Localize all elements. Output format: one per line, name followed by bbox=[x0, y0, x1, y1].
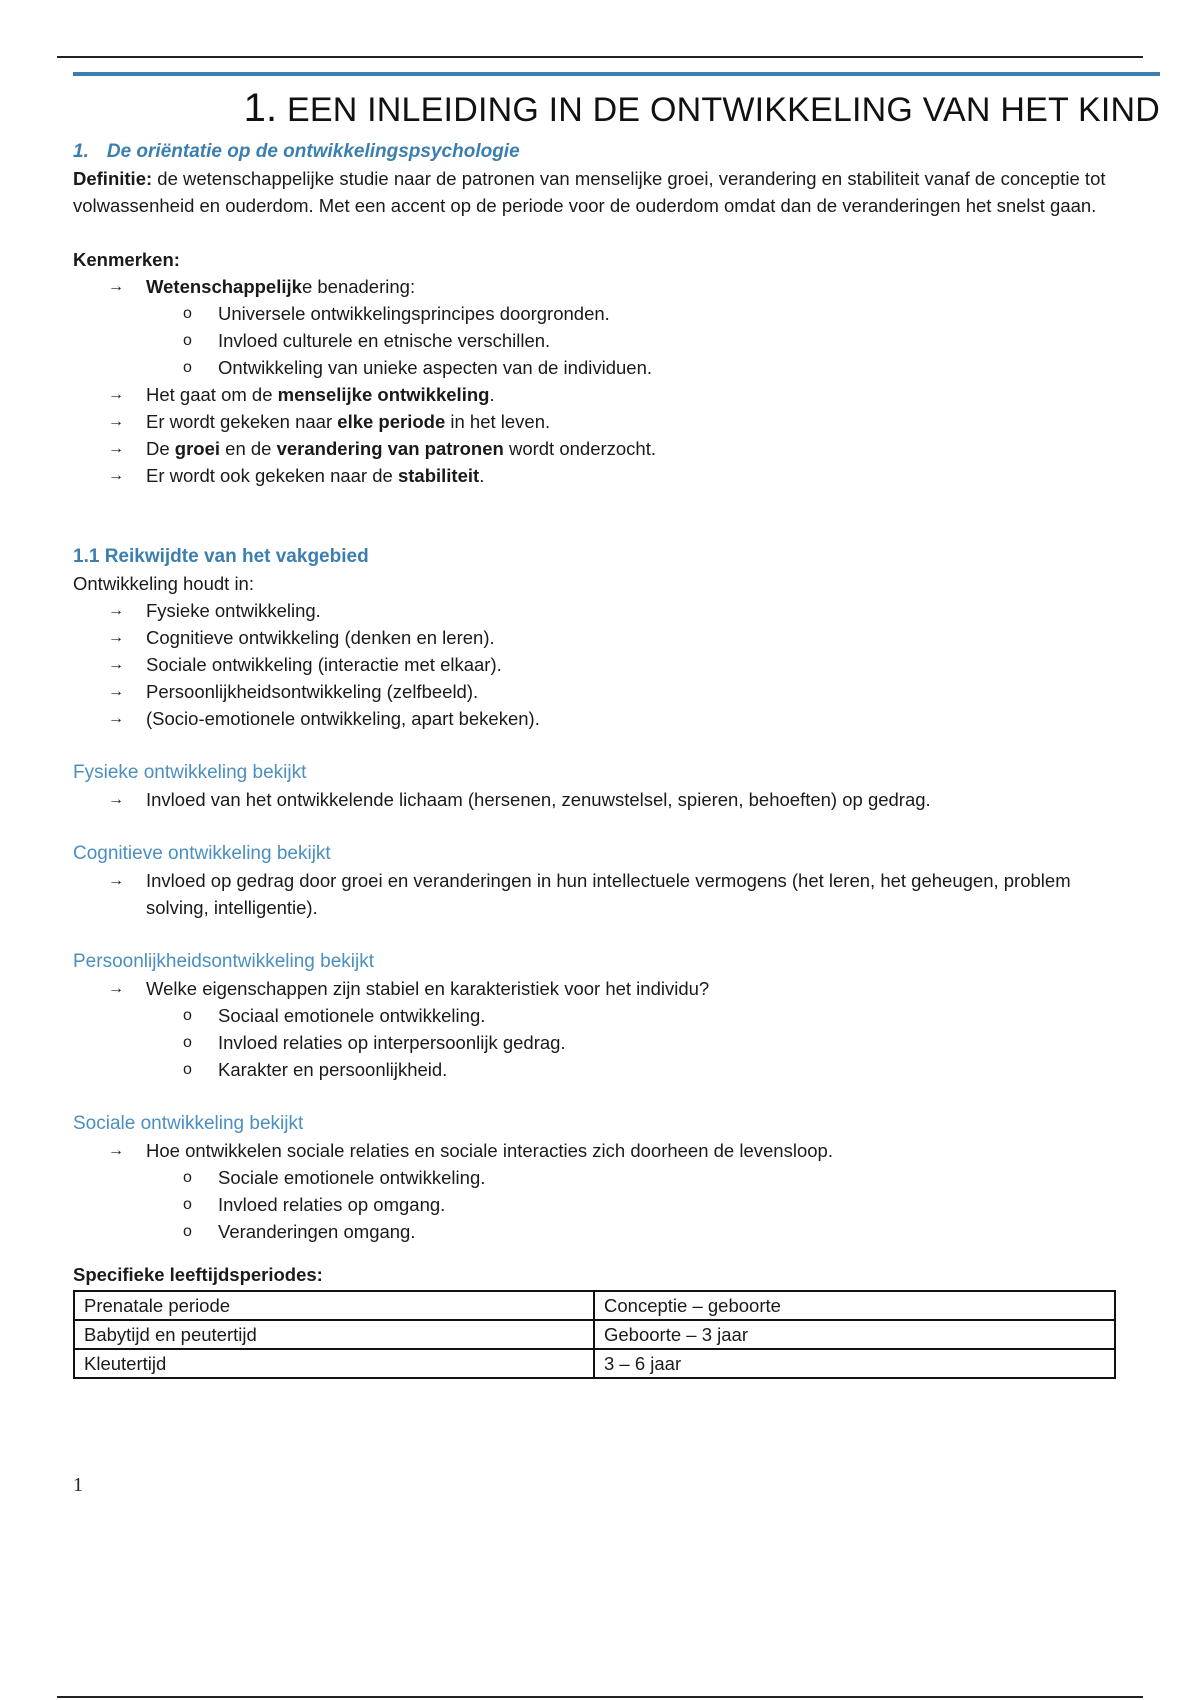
feature-text: Er wordt ook gekeken naar de bbox=[146, 465, 398, 486]
feature-text: en de bbox=[220, 438, 277, 459]
list-item-text: Invloed van het ontwikkelende lichaam (hersenen, zenuwstelsel, spieren, behoeften) op gedrag. bbox=[146, 789, 931, 810]
list-item bbox=[73, 651, 1113, 678]
feature-text: in het leven. bbox=[445, 411, 551, 432]
scope-list bbox=[73, 597, 1113, 732]
circle-bullet-icon: o bbox=[183, 1196, 192, 1213]
list-item-text: Sociale ontwikkeling (interactie met elkaar). bbox=[146, 654, 502, 675]
sub-list bbox=[73, 1002, 1113, 1083]
table-row bbox=[74, 1349, 1115, 1378]
feature-bold: stabiliteit bbox=[397, 465, 480, 486]
feature-text: . bbox=[479, 465, 485, 486]
feature-text: . bbox=[489, 384, 495, 405]
list-item-text: Cognitieve ontwikkeling (denken en leren). bbox=[146, 627, 495, 648]
list-item bbox=[73, 867, 1113, 921]
persoonlijkheid-list bbox=[73, 975, 1113, 1083]
section-heading bbox=[73, 138, 1113, 165]
minor-heading-cognitief: Cognitieve ontwikkeling bekijkt bbox=[73, 843, 331, 864]
cognitief-list bbox=[73, 867, 1113, 921]
arrow-icon: → bbox=[108, 872, 124, 889]
circle-bullet-icon: o bbox=[183, 305, 192, 322]
list-item bbox=[73, 462, 1113, 489]
features-list bbox=[73, 273, 1113, 489]
arrow-icon: → bbox=[108, 683, 124, 700]
table-row bbox=[74, 1320, 1115, 1349]
circle-bullet-icon: o bbox=[183, 1007, 192, 1024]
definition bbox=[73, 165, 1113, 219]
sub-item-text: Karakter en persoonlijkheid. bbox=[218, 1059, 448, 1080]
sub-item bbox=[73, 300, 1113, 327]
title-rule bbox=[73, 72, 1160, 76]
table-cell: Geboorte – 3 jaar bbox=[594, 1320, 1115, 1349]
list-item bbox=[73, 1137, 1113, 1245]
arrow-icon: → bbox=[108, 602, 124, 619]
arrow-icon: → bbox=[108, 656, 124, 673]
sociaal-list bbox=[73, 1137, 1113, 1245]
document-body bbox=[73, 138, 1113, 1379]
list-item-text: Fysieke ontwikkeling. bbox=[146, 600, 321, 621]
list-item bbox=[73, 408, 1113, 435]
sub-item-text: Veranderingen omgang. bbox=[218, 1221, 416, 1242]
arrow-icon: → bbox=[108, 467, 124, 484]
sub-item bbox=[73, 354, 1113, 381]
table-row bbox=[74, 1291, 1115, 1320]
sub-item bbox=[73, 327, 1113, 354]
arrow-icon: → bbox=[108, 1142, 124, 1159]
feature-text: Er wordt gekeken naar bbox=[146, 411, 338, 432]
section-number: 1. bbox=[73, 141, 89, 162]
top-rule bbox=[57, 56, 1143, 58]
feature-bold: Wetenschappelijk bbox=[146, 276, 302, 297]
sub-item bbox=[73, 1218, 1113, 1245]
periods-label-text: Specifieke leeftijdsperiodes: bbox=[73, 1264, 323, 1285]
title-number: 1. bbox=[243, 86, 278, 130]
list-item-text: Welke eigenschappen zijn stabiel en karakteristiek voor het individu? bbox=[146, 978, 710, 999]
table-cell: Kleutertijd bbox=[74, 1349, 594, 1378]
minor-heading-persoonlijkheid: Persoonlijkheidsontwikkeling bekijkt bbox=[73, 951, 374, 972]
fysiek-list bbox=[73, 786, 1113, 813]
arrow-icon: → bbox=[108, 440, 124, 457]
list-item bbox=[73, 678, 1113, 705]
circle-bullet-icon: o bbox=[183, 1169, 192, 1186]
sub-item bbox=[73, 1002, 1113, 1029]
sub-item-text: Invloed culturele en etnische verschillen. bbox=[218, 330, 551, 351]
arrow-icon: → bbox=[108, 710, 124, 727]
scope-intro: Ontwikkeling houdt in: bbox=[73, 573, 254, 594]
arrow-icon: → bbox=[108, 791, 124, 808]
title-text: EEN INLEIDING IN DE ONTWIKKELING VAN HET KIND bbox=[287, 91, 1160, 129]
circle-bullet-icon: o bbox=[183, 1223, 192, 1240]
circle-bullet-icon: o bbox=[183, 1061, 192, 1078]
sub-list bbox=[73, 1164, 1113, 1245]
feature-bold: groei bbox=[174, 438, 221, 459]
sub-item bbox=[73, 1056, 1113, 1083]
list-item-text: (Socio-emotionele ontwikkeling, apart bekeken). bbox=[146, 708, 540, 729]
list-item bbox=[73, 705, 1113, 732]
periods-label bbox=[73, 1261, 1113, 1288]
bottom-rule bbox=[57, 1696, 1143, 1698]
table-cell: Prenatale periode bbox=[74, 1291, 594, 1320]
minor-heading-sociaal: Sociale ontwikkeling bekijkt bbox=[73, 1113, 304, 1134]
page-title bbox=[244, 86, 1160, 131]
feature-text: wordt onderzocht. bbox=[503, 438, 657, 459]
sub-item bbox=[73, 1164, 1113, 1191]
sub-item-text: Sociaal emotionele ontwikkeling. bbox=[218, 1005, 486, 1026]
sub-item-text: Universele ontwikkelingsprincipes doorgronden. bbox=[218, 303, 610, 324]
features-label bbox=[73, 246, 1113, 273]
definition-text: de wetenschappelijke studie naar de patronen van menselijke groei, verandering en stabiliteit vanaf de conceptie tot volwassenheid en ouderdom. Met een accent op de periode voor de ouderdom omdat dan de veranderingen het snelst gaan. bbox=[73, 168, 1106, 216]
arrow-icon: → bbox=[108, 278, 124, 295]
table-cell: Conceptie – geboorte bbox=[594, 1291, 1115, 1320]
sub-item-text: Invloed relaties op omgang. bbox=[218, 1194, 446, 1215]
list-item bbox=[73, 381, 1113, 408]
list-item bbox=[73, 597, 1113, 624]
table-cell: 3 – 6 jaar bbox=[594, 1349, 1115, 1378]
arrow-icon: → bbox=[108, 980, 124, 997]
feature-text: Het gaat om de bbox=[146, 384, 278, 405]
feature-bold: verandering van patronen bbox=[276, 438, 504, 459]
features-label-text: Kenmerken: bbox=[73, 249, 180, 270]
list-item bbox=[73, 975, 1113, 1083]
table-cell: Babytijd en peutertijd bbox=[74, 1320, 594, 1349]
arrow-icon: → bbox=[108, 413, 124, 430]
feature-text: De bbox=[146, 438, 175, 459]
feature-bold: menselijke ontwikkeling bbox=[277, 384, 490, 405]
list-item bbox=[73, 435, 1113, 462]
sub-item-text: Invloed relaties op interpersoonlijk gedrag. bbox=[218, 1032, 566, 1053]
sub-item bbox=[73, 1191, 1113, 1218]
list-item bbox=[73, 273, 1113, 381]
page-number: 1 bbox=[73, 1474, 83, 1496]
list-item-text: Invloed op gedrag door groei en veranderingen in hun intellectuele vermogens (het leren, het geheugen, problem solving, intelligentie). bbox=[146, 870, 1071, 918]
circle-bullet-icon: o bbox=[183, 359, 192, 376]
sub-item-text: Sociale emotionele ontwikkeling. bbox=[218, 1167, 486, 1188]
subsection-heading: 1.1 Reikwijdte van het vakgebied bbox=[73, 546, 369, 567]
arrow-icon: → bbox=[108, 386, 124, 403]
list-item bbox=[73, 624, 1113, 651]
age-periods-table bbox=[73, 1290, 1116, 1379]
list-item-text: Hoe ontwikkelen sociale relaties en sociale interacties zich doorheen de levensloop. bbox=[146, 1140, 833, 1161]
section-heading-text: De oriëntatie op de ontwikkelingspsychologie bbox=[106, 141, 520, 162]
arrow-icon: → bbox=[108, 629, 124, 646]
sub-item bbox=[73, 1029, 1113, 1056]
circle-bullet-icon: o bbox=[183, 1034, 192, 1051]
sub-list bbox=[73, 300, 1113, 381]
feature-bold: elke periode bbox=[337, 411, 446, 432]
list-item bbox=[73, 786, 1113, 813]
sub-item-text: Ontwikkeling van unieke aspecten van de individuen. bbox=[218, 357, 653, 378]
circle-bullet-icon: o bbox=[183, 332, 192, 349]
minor-heading-fysiek: Fysieke ontwikkeling bekijkt bbox=[73, 762, 307, 783]
list-item-text: Persoonlijkheidsontwikkeling (zelfbeeld). bbox=[146, 681, 479, 702]
feature-text: e benadering: bbox=[301, 276, 416, 297]
definition-label: Definitie: bbox=[73, 168, 153, 189]
